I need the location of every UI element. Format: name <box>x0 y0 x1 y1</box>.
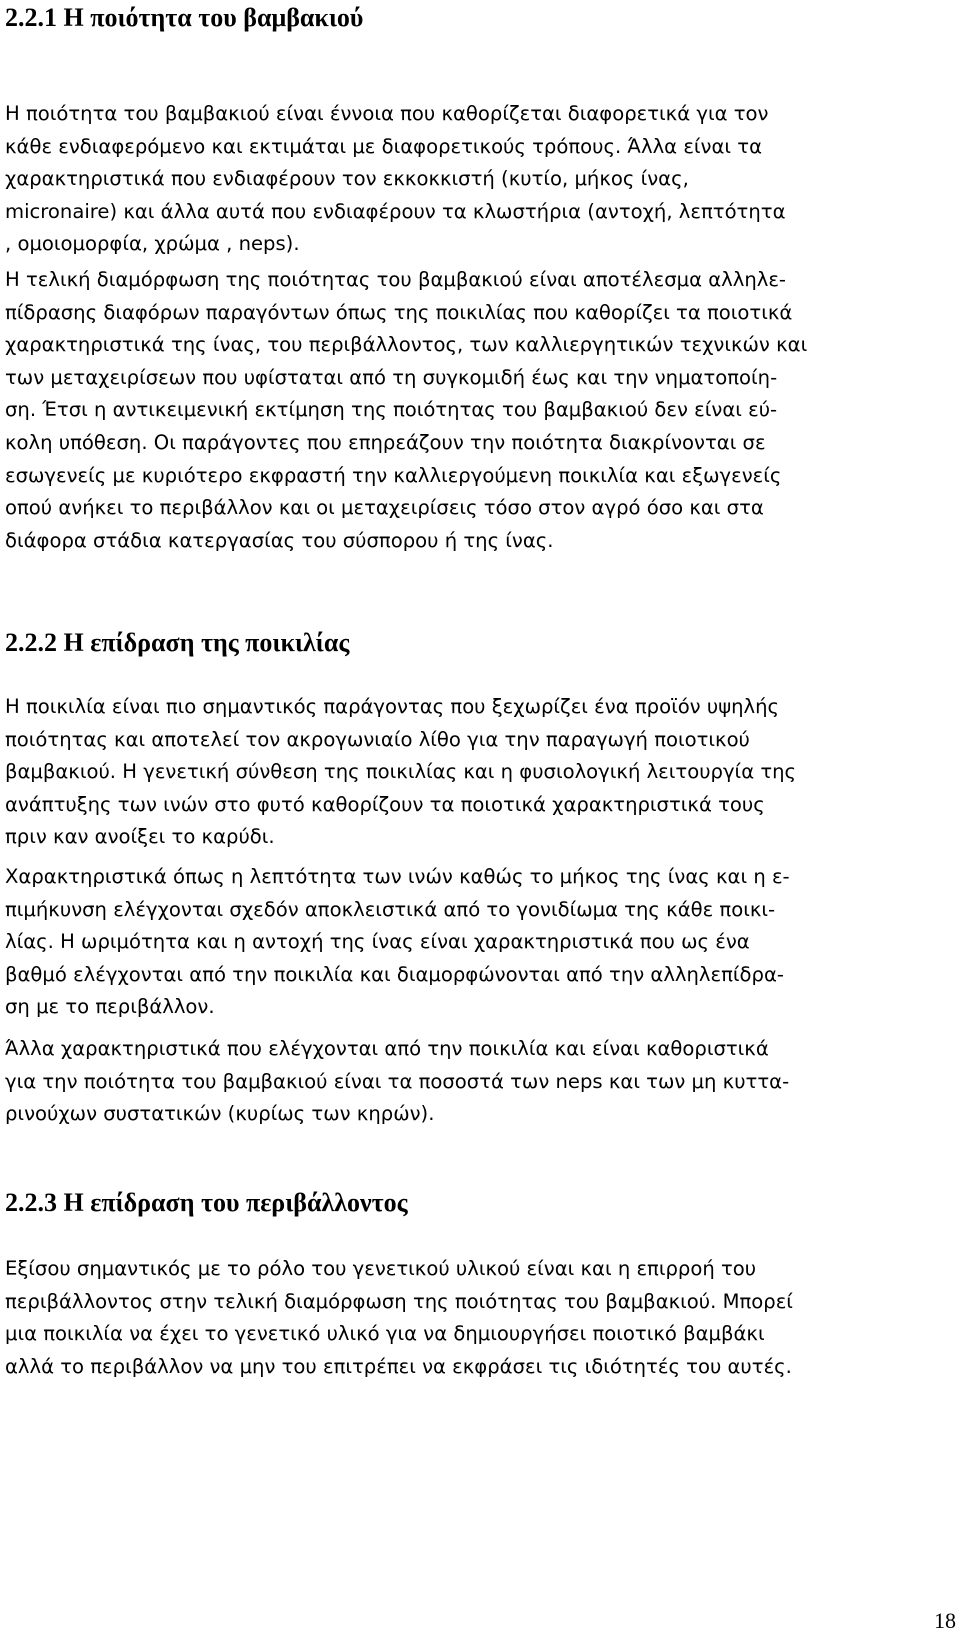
paragraph-variety-importance: Η ποικιλία είναι πιο σημαντικός παράγοντας που ξεχωρίζει ένα προϊόν υψηλής ποιότητας και αποτελεί τον ακρογωνιαίο λίθο για την παραγωγή ποιοτικού βαμβακιού. Η γενετική σύνθεση της ποικιλίας και η φυσιολογική λειτουργία της ανάπτυξης των ινών στο φυτό καθορίζουν τα ποιοτικά χαρακτηριστικά τους πριν καν ανοίξει το καρύδι. <box>5 695 797 849</box>
paragraph-variety-characteristics: Χαρακτηριστικά όπως η λεπτότητα των ινών καθώς το μήκος της ίνας και η ε- πιμήκυνση ελέγχονται σχεδόν αποκλειστικά από το γονιδίωμα της κάθε ποικι- λίας. Η ωριμότητα και η αντοχή της ίνας είναι χαρακτηριστικά που ως ένα βαθμό ελέγχονται από την ποικιλία και διαμορφώνονται από την αλληλεπίδρα- ση με το περιβάλλον. <box>5 865 790 1019</box>
page-number: 18 <box>934 1608 956 1633</box>
paragraph-environment: Εξίσου σημαντικός με το ρόλο του γενετικού υλικού είναι και η επιρροή του περιβάλλοντος στην τελική διαμόρφωση της ποιότητας του βαμβακιού. Μπορεί μια ποικιλία να έχει το γενετικό υλικό για να δημιουργήσει ποιοτικό βαμβάκι αλλά το περιβάλλον να μην του επιτρέπει να εκφράσει τις ιδιότητές του αυτές. <box>5 1257 793 1378</box>
section-heading-environment: 2.2.3 Η επίδραση του περιβάλλοντος <box>5 1188 408 1217</box>
paragraph-variety-other: Άλλα χαρακτηριστικά που ελέγχονται από την ποικιλία και είναι καθοριστικά για την ποιότητα του βαμβακιού είναι τα ποσοστά των neps και των μη κυττα- ρινούχων συστατικών (κυρίως των κηρών). <box>5 1037 790 1126</box>
paragraph-quality-intro: Η ποιότητα του βαμβακιού είναι έννοια που καθορίζεται διαφορετικά για τον κάθε ενδιαφερόμενο και εκτιμάται με διαφορετικούς τρόπους. Άλλα είναι τα χαρακτηριστικά που ενδιαφέρουν τον εκκοκκιστή (κυτίο, μήκος ίνας, micronaire) και άλλα αυτά που ενδιαφέρουν τα κλωστήρια (αντοχή, λεπτότητα , ομοιομορφία, χρώμα , neps). <box>5 102 786 256</box>
section-heading-variety: 2.2.2 Η επίδραση της ποικιλίας <box>5 628 350 657</box>
section-heading-quality: 2.2.1 Η ποιότητα του βαμβακιού <box>5 3 364 32</box>
paragraph-quality-factors: Η τελική διαμόρφωση της ποιότητας του βαμβακιού είναι αποτέλεσμα αλληλε- πίδρασης διαφόρων παραγόντων όπως της ποικιλίας που καθορίζει τα ποιοτικά χαρακτηριστικά της ίνας, του περιβάλλοντος, των καλλιεργητικών τεχνικών και των μεταχειρίσεων που υφίσταται από τη συγκομιδή έως και την νηματοποίη- ση. Έτσι η αντικειμενική εκτίμηση της ποιότητας του βαμβακιού δεν είναι εύ- κολη υπόθεση. Οι παράγοντες που επηρεάζουν την ποιότητα διακρίνονται σε εσωγενείς με κυριότερο εκφραστή την καλλιεργούμενη ποικιλία και εξωγενείς οπού ανήκει το περιβάλλον και οι μεταχειρίσεις τόσο στον αγρό όσο και στα διάφορα στάδια κατεργασίας του σύσπορου ή της ίνας. <box>5 268 808 552</box>
